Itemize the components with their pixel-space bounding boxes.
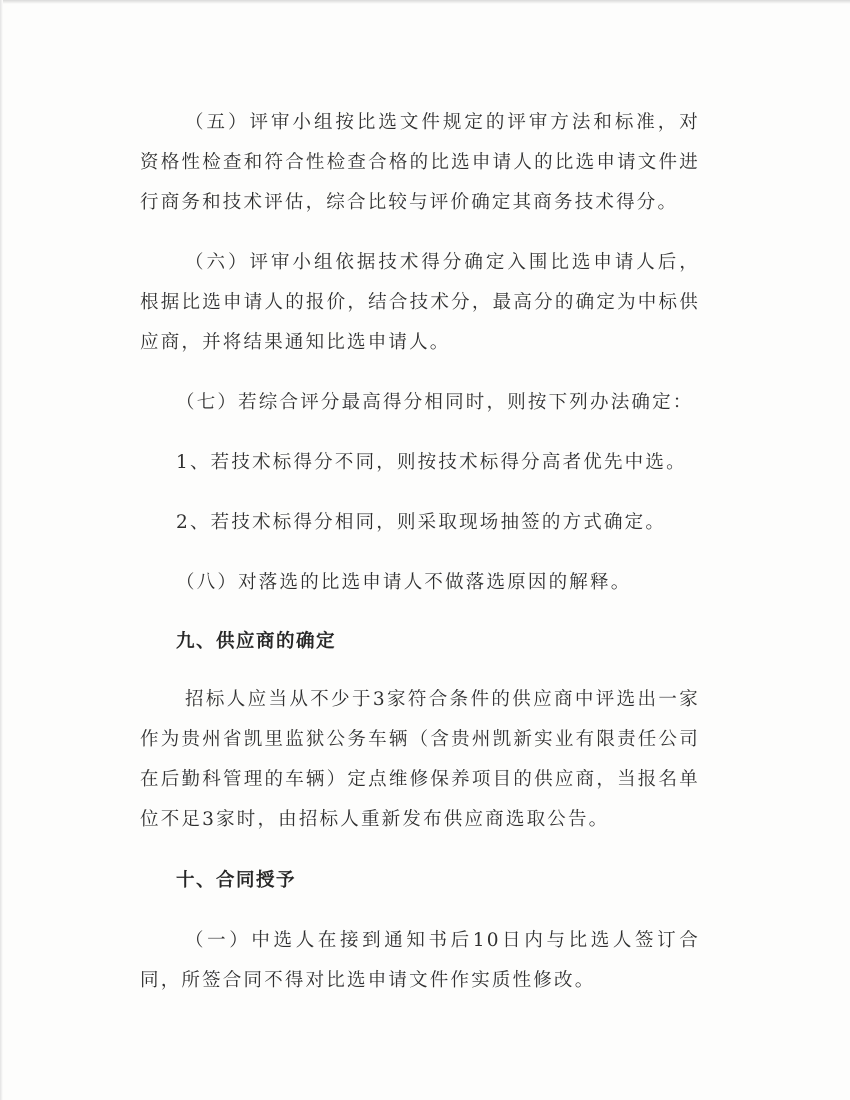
paragraph-supplier-selection: 招标人应当从不少于3家符合条件的供应商中评选出一家作为贵州省凯里监狱公务车辆（含贵州凯新实业有限责任公司在后勤科管理的车辆）定点维修保养项目的供应商，当报名单位不足3家时，由招标人重新发布供应商选取公告。 [140, 689, 700, 830]
paragraph-winner-determination: （六）评审小组依据技术得分确定入围比选申请人后，根据比选申请人的报价，结合技术分，最高分的确定为中标供应商，并将结果通知比选申请人。 [140, 252, 700, 353]
paragraph-no-explanation: （八）对落选的比选申请人不做落选原因的解释。 [176, 572, 632, 593]
list-item-tie-rule-1: 1、若技术标得分不同，则按技术标得分高者优先中选。 [176, 452, 687, 473]
scan-edge-left [0, 0, 3, 1100]
section-heading-supplier-determination: 九、供应商的确定 [176, 631, 337, 652]
paragraph-contract-signing: （一）中选人在接到通知书后10日内与比选人签订合同，所签合同不得对比选申请文件作实质性修改。 [140, 930, 700, 991]
scan-edge-top [0, 0, 850, 4]
paragraph-evaluation-method: （五）评审小组按比选文件规定的评审方法和标准，对资格性检查和符合性检查合格的比选申请人的比选申请文件进行商务和技术评估，综合比较与评价确定其商务技术得分。 [140, 112, 700, 213]
section-heading-contract-award: 十、合同授予 [176, 870, 297, 891]
list-item-tie-rule-2: 2、若技术标得分相同，则采取现场抽签的方式确定。 [176, 512, 667, 533]
paragraph-tie-rule: （七）若综合评分最高得分相同时，则按下列办法确定： [176, 392, 694, 413]
